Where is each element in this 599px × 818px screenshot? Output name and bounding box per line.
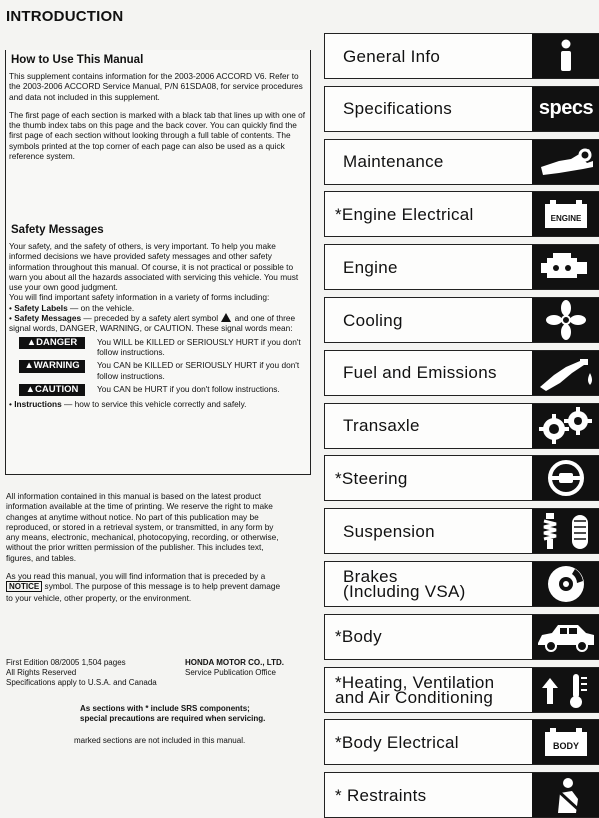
gears-icon [532, 404, 599, 448]
tab-label [325, 257, 532, 277]
signal-row-caution [19, 384, 306, 396]
body-text [6, 491, 288, 611]
engine-icon [532, 245, 599, 289]
fuel-nozzle-icon [532, 351, 599, 395]
footer-right [185, 658, 300, 678]
svg-text:BODY: BODY [552, 741, 580, 752]
tab-label [325, 468, 532, 488]
bullet-messages-pre: — preceded by a safety alert symbol [81, 313, 219, 324]
safety-para-2: You will find important safety information in a variety of forms including: [9, 292, 270, 303]
info-icon [532, 34, 599, 78]
safety-alert-icon [221, 313, 231, 322]
specs-icon [532, 87, 599, 131]
bullet-instructions-bold: Instructions [14, 399, 62, 410]
tab-label-line-2: (Including VSA) [343, 582, 466, 601]
office-text: Service Publication Office [185, 668, 277, 677]
warning-text: You CAN be KILLED or SERIOUSLY HURT if you don't follow instructions. [97, 360, 300, 381]
tab-label [325, 569, 532, 599]
tab-label [325, 363, 532, 383]
specs-apply-text: Specifications apply to U.S.A. and Canada [6, 678, 157, 687]
tab-label [325, 152, 532, 172]
tab-label-line-2: and Air Conditioning [335, 687, 494, 707]
tab-label-line-1: Suspension [343, 521, 435, 541]
fan-icon [532, 298, 599, 342]
brake-disc-icon [532, 562, 599, 606]
steering-wheel-icon [532, 456, 599, 500]
tab-label-line-1: Cooling [343, 310, 403, 330]
tab-label [325, 204, 532, 224]
safety-box [5, 220, 311, 475]
tab-label-line-1: *Engine Electrical [335, 204, 474, 224]
svg-text:ENGINE: ENGINE [550, 214, 582, 224]
tab-label [325, 732, 532, 752]
tab-label-line-1: Maintenance [343, 152, 444, 172]
tab-label [325, 672, 532, 707]
signal-row-danger [19, 337, 306, 358]
how-to-box [5, 50, 311, 235]
tab-label [325, 46, 532, 66]
wrench-hand-icon [532, 140, 599, 184]
tab-label [325, 521, 532, 541]
how-to-para-2: The first page of each section is marked with a black tab that lines up with one of the thumb index tabs on this page and the back cover. You can quickly find the first page of each section without looking through a full table of contents. The symbols printed at the top corner of each page can also be used as a quick reference system. [9, 109, 306, 162]
danger-text: You WILL be KILLED or SERIOUSLY HURT if you don't follow instructions. [97, 336, 301, 357]
caution-badge: ▲CAUTION [19, 384, 85, 396]
danger-badge: ▲DANGER [19, 337, 85, 349]
body-para-2 [6, 571, 288, 603]
tab-label-line-1: Engine [343, 257, 398, 277]
how-to-title: How to Use This Manual [11, 54, 144, 66]
tab-label [325, 310, 532, 330]
body-para-1: All information contained in this manual is based on the latest product information available at the time of printing. We reserve the right to make changes at anytime without notice. No part of this publication may be reproduced, or stored in a retrieval system, or transmitted, in any form by any means, electronic, mechanical, photocopying, recording, or otherwise, without the prior written permission of the publisher. This includes text, figures, and tables. [6, 491, 279, 563]
warning-badge: ▲WARNING [19, 360, 85, 372]
bullet-labels-bold: Safety Labels [14, 302, 68, 313]
notice-badge: NOTICE [6, 581, 42, 592]
footer-left [6, 658, 176, 688]
edition-text: First Edition 08/2005 1,504 pages [6, 658, 126, 667]
safety-para-1: Your safety, and the safety of others, is very important. To help you make informed decisions we have provided safety messages and other safety information throughout this manual. Of course, it is not practical or possible to warn you about all the hazards associated with servicing this vehicle. You must use your own good judgment. [9, 241, 299, 293]
tab-label [325, 785, 532, 805]
body-para-2-pre: As you read this manual, you will find information that is preceded by a [6, 571, 266, 582]
tab-label-line-1: Specifications [343, 99, 453, 119]
safety-bullet-instructions: • Instructions — how to service this vehicle correctly and safely. [9, 399, 247, 410]
bullet-messages-rest: and one of three signal words, DANGER, WARNING, or CAUTION. These signal words mean: [9, 313, 296, 334]
engine-battery-icon [532, 192, 599, 236]
tab-label [325, 627, 532, 647]
body-battery-icon [532, 720, 599, 764]
tab-heating-ventilation[interactable] [324, 667, 599, 713]
company-text: HONDA MOTOR CO., LTD. [185, 658, 284, 667]
how-to-para-1: This supplement contains information for the 2003-2006 ACCORD V6. Refer to the 2003-2006 ACCORD Service Manual, P/N 61SDA08, for service procedures and data not included in this supplement. [9, 71, 303, 102]
tab-body[interactable] [324, 614, 599, 660]
tab-transaxle[interactable] [324, 403, 599, 449]
tab-steering[interactable] [324, 455, 599, 501]
page-title: INTRODUCTION [6, 8, 124, 25]
safety-bullet-labels: • Safety Labels — on the vehicle. [9, 302, 135, 313]
seatbelt-icon [532, 773, 599, 817]
bullet-labels-text: — on the vehicle. [67, 302, 135, 313]
tab-body-electrical[interactable] [324, 719, 599, 765]
tab-label-line-1: Fuel and Emissions [343, 363, 497, 383]
bullet-instructions-text: — how to service this vehicle correctly and safely. [61, 399, 247, 410]
tab-label [325, 99, 532, 119]
tab-brakes[interactable] [324, 561, 599, 607]
tab-label-line-1: *Body [335, 627, 382, 647]
tab-cooling[interactable] [324, 297, 599, 343]
tab-label-line-1: * Restraints [335, 785, 427, 805]
tab-label-line-1: *Steering [335, 468, 408, 488]
not-included-note [74, 736, 300, 746]
tab-engine[interactable] [324, 244, 599, 290]
tab-label-line-1: General Info [343, 46, 441, 66]
tab-engine-electrical[interactable] [324, 191, 599, 237]
tab-specifications[interactable] [324, 86, 599, 132]
not-included-text: marked sections are not included in this manual. [74, 736, 246, 745]
safety-bullet-messages: • Safety Messages — preceded by a safety alert symbol and one of three signal words, DANGER, WARNING, or CAUTION. These signal words mean: [9, 313, 296, 334]
car-body-icon [532, 615, 599, 659]
tab-maintenance[interactable] [324, 139, 599, 185]
shock-absorber-icon [532, 509, 599, 553]
srs-line-2: special precautions are required when servicing. [80, 714, 266, 723]
tab-restraints[interactable] [324, 772, 599, 818]
tab-suspension[interactable] [324, 508, 599, 554]
tab-label-line-1: *Heating, Ventilation [335, 672, 495, 692]
tab-label-line-1: Brakes [343, 567, 398, 586]
tab-label [325, 416, 532, 436]
tab-general-info[interactable] [324, 33, 599, 79]
bullet-messages-bold: Safety Messages [14, 313, 82, 324]
safety-title: Safety Messages [11, 224, 104, 236]
specs-icon-text: specs [538, 97, 594, 120]
caution-text: You CAN be HURT if you don't follow instructions. [97, 383, 280, 394]
body-para-2-post: symbol. The purpose of this message is to help prevent damage to your vehicle, other property, or the environment. [6, 581, 281, 603]
tab-label-line-1: *Body Electrical [335, 732, 459, 752]
rights-text: All Rights Reserved [6, 668, 77, 677]
srs-note [80, 704, 300, 724]
tab-fuel-and-emissions[interactable] [324, 350, 599, 396]
thermometer-icon [532, 668, 599, 712]
srs-line-1: As sections with * include SRS components; [80, 704, 250, 713]
signal-row-warning [19, 360, 306, 381]
tab-label-line-1: Transaxle [343, 416, 420, 436]
